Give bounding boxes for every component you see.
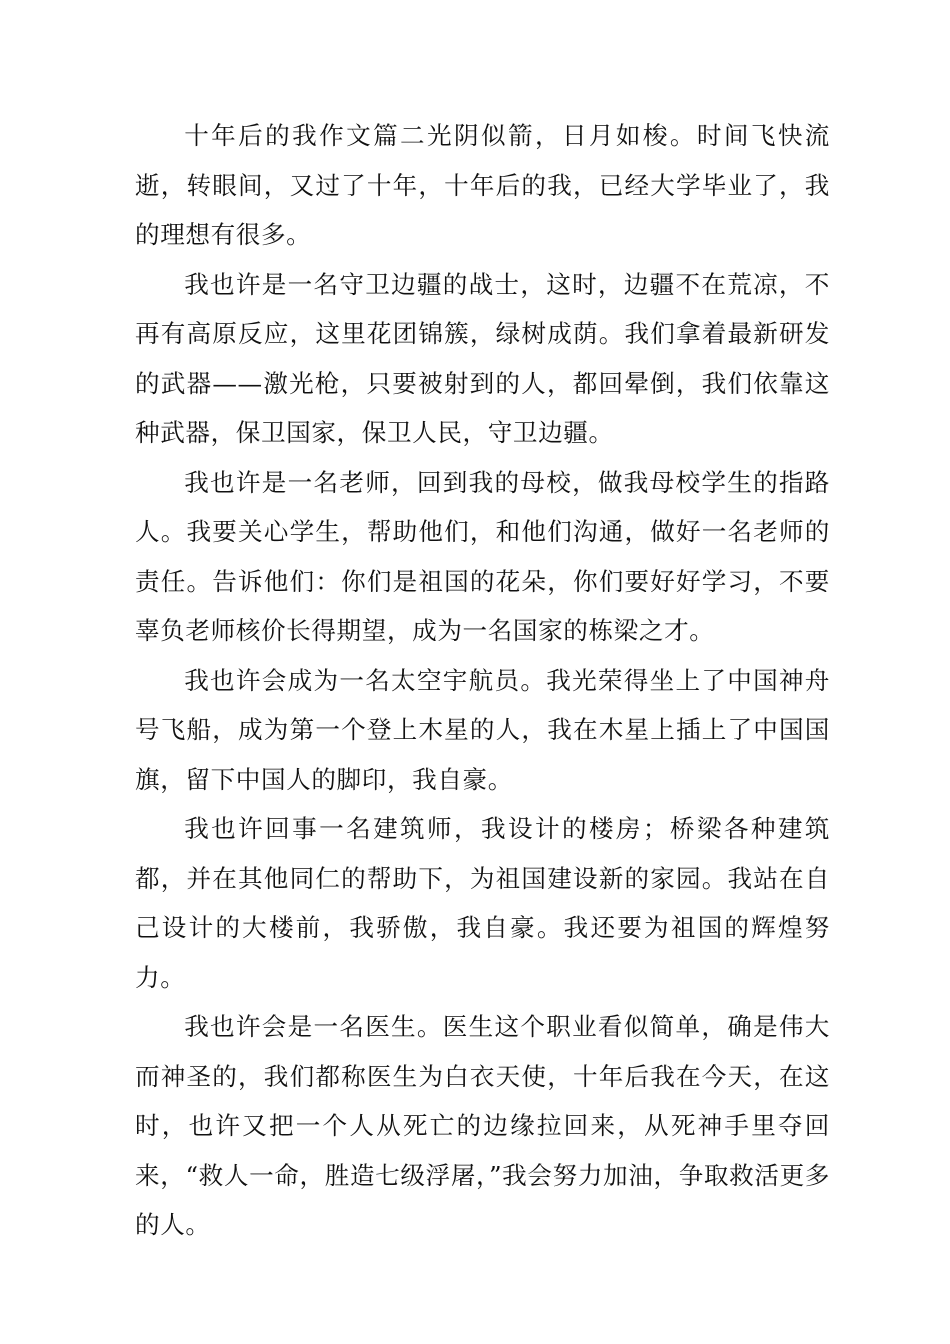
paragraph-4: 我也许会成为一名太空宇航员。我光荣得坐上了中国神舟号飞船，成为第一个登上木星的人，我在木星上插上了中国国旗，留下中国人的脚印，我自豪。	[135, 665, 830, 794]
document-body	[135, 111, 830, 1250]
paragraph-6: 我也许会是一名医生。医生这个职业看似简单，确是伟大而神圣的，我们都称医生为白衣天使，十年后我在今天，在这时，也许又把一个人从死亡的边缘拉回来，从死神手里夺回来，“救人一命，胜造七级浮屠，”我会努力加油，争取救活更多的人。	[135, 1012, 830, 1239]
paragraph-1: 十年后的我作文篇二光阴似箭，日月如梭。时间飞快流逝，转眼间，又过了十年，十年后的我，已经大学毕业了，我的理想有很多。	[135, 121, 830, 249]
paragraph-2: 我也许是一名守卫边疆的战士，这时，边疆不在荒凉，不再有高原反应，这里花团锦簇，绿树成荫。我们拿着最新研发的武器——激光枪，只要被射到的人，都回晕倒，我们依靠这种武器，保卫国家，保卫人民，守卫边疆。	[135, 269, 830, 447]
paragraph-5: 我也许回事一名建筑师，我设计的楼房；桥梁各种建筑都，并在其他同仁的帮助下，为祖国建设新的家园。我站在自己设计的大楼前，我骄傲，我自豪。我还要为祖国的辉煌努力。	[135, 814, 830, 992]
paragraph-3: 我也许是一名老师，回到我的母校，做我母校学生的指路人。我要关心学生，帮助他们，和他们沟通，做好一名老师的责任。告诉他们：你们是祖国的花朵，你们要好好学习，不要辜负老师核价长得期望，成为一名国家的栋梁之才。	[135, 467, 830, 645]
